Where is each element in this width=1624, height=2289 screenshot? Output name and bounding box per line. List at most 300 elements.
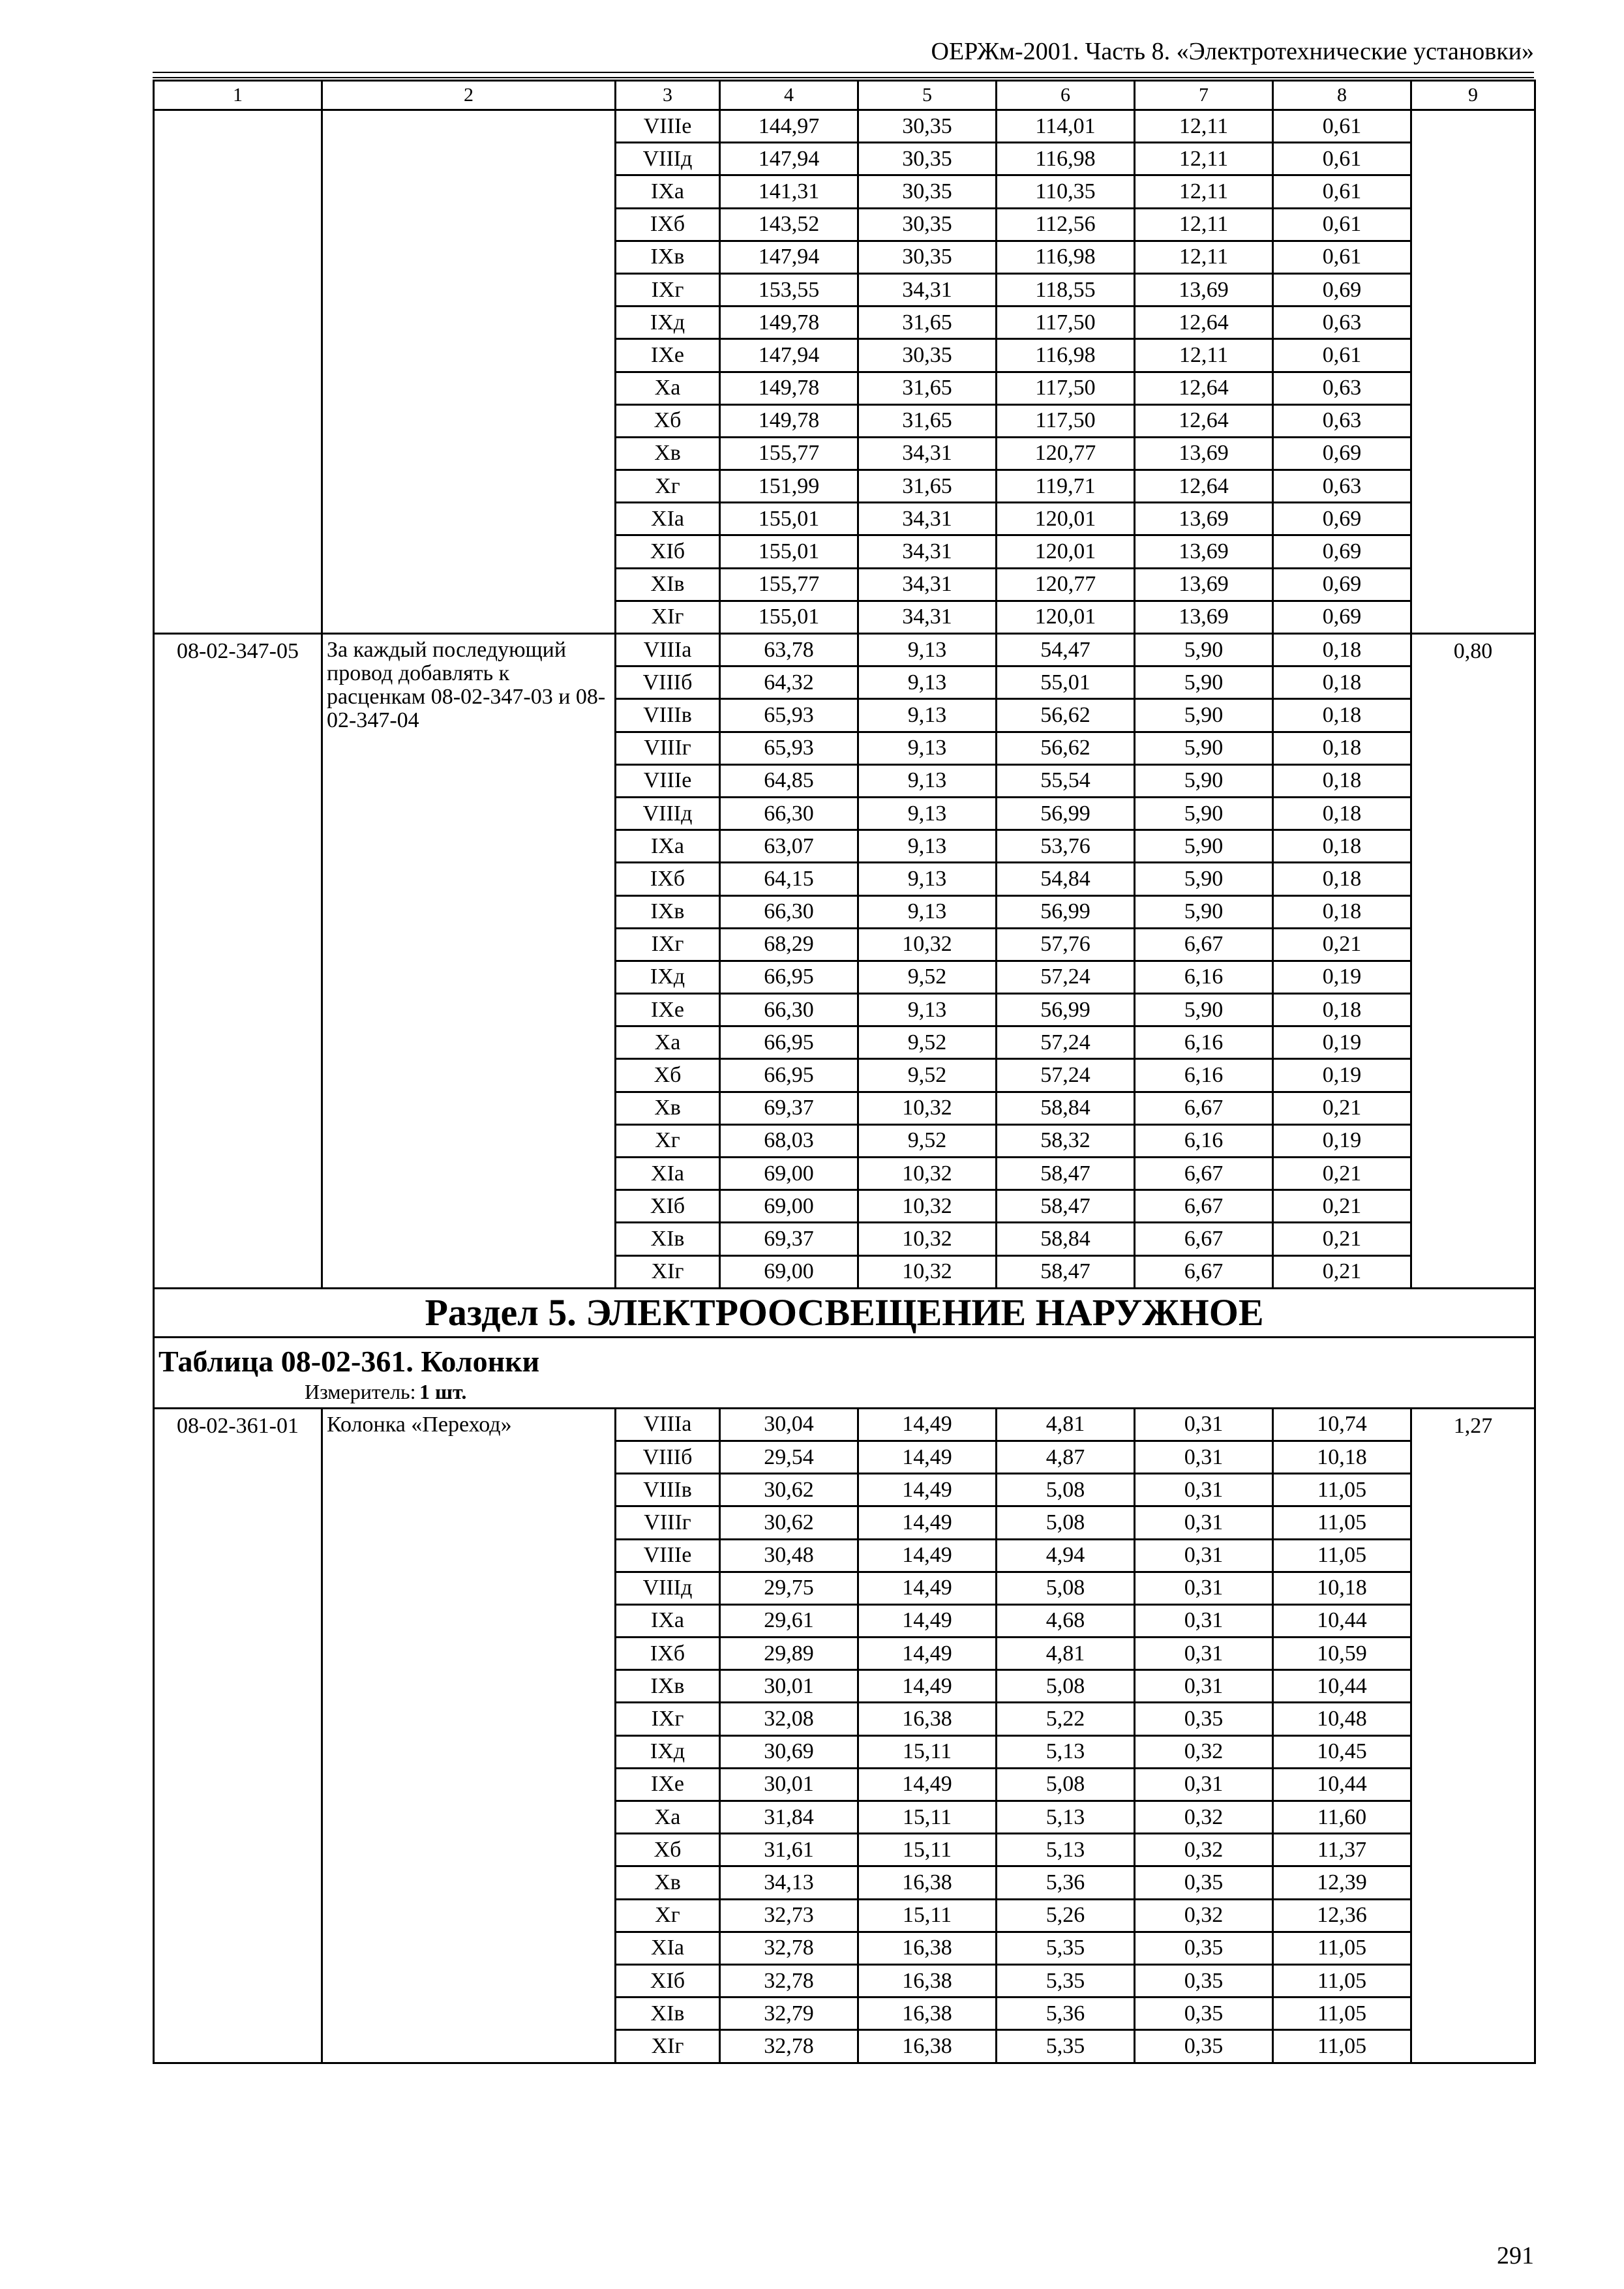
machinist-wages: 5,90 xyxy=(1135,994,1273,1026)
climate-zone: XIв xyxy=(616,568,720,601)
materials-cost: 0,69 xyxy=(1273,535,1411,568)
total-cost: 69,00 xyxy=(720,1158,858,1190)
wages: 16,38 xyxy=(858,1997,997,2030)
machine-cost: 57,24 xyxy=(997,1059,1135,1092)
total-cost: 64,85 xyxy=(720,764,858,797)
machine-cost: 5,36 xyxy=(997,1997,1135,2030)
wages: 14,49 xyxy=(858,1506,997,1539)
total-cost: 29,75 xyxy=(720,1572,858,1604)
machinist-wages: 5,90 xyxy=(1135,895,1273,928)
wages: 16,38 xyxy=(858,1932,997,1964)
machinist-wages: 0,31 xyxy=(1135,1604,1273,1637)
climate-zone: IXг xyxy=(616,928,720,961)
wages: 30,35 xyxy=(858,110,997,143)
machine-cost: 114,01 xyxy=(997,110,1135,143)
machine-cost: 56,99 xyxy=(997,797,1135,830)
climate-zone: VIIIб xyxy=(616,666,720,699)
total-cost: 66,30 xyxy=(720,797,858,830)
wages: 30,35 xyxy=(858,208,997,241)
wages: 9,13 xyxy=(858,863,997,895)
machinist-wages: 12,11 xyxy=(1135,175,1273,208)
materials-cost: 11,37 xyxy=(1273,1834,1411,1866)
materials-cost: 10,18 xyxy=(1273,1572,1411,1604)
materials-cost: 10,74 xyxy=(1273,1408,1411,1441)
materials-cost: 0,63 xyxy=(1273,372,1411,404)
total-cost: 30,01 xyxy=(720,1670,858,1703)
machine-cost: 5,08 xyxy=(997,1670,1135,1703)
climate-zone: XIа xyxy=(616,1932,720,1964)
machinist-wages: 6,67 xyxy=(1135,1158,1273,1190)
climate-zone: VIIIв xyxy=(616,699,720,732)
total-cost: 144,97 xyxy=(720,110,858,143)
machinist-wages: 12,11 xyxy=(1135,339,1273,372)
machinist-wages: 5,90 xyxy=(1135,830,1273,863)
climate-zone: XIг xyxy=(616,2030,720,2063)
wages: 9,13 xyxy=(858,994,997,1026)
total-cost: 141,31 xyxy=(720,175,858,208)
total-cost: 149,78 xyxy=(720,372,858,404)
climate-zone: XIб xyxy=(616,1190,720,1223)
total-cost: 155,01 xyxy=(720,535,858,568)
climate-zone: Xв xyxy=(616,1866,720,1899)
materials-cost: 10,44 xyxy=(1273,1670,1411,1703)
machinist-wages: 0,31 xyxy=(1135,1539,1273,1572)
machinist-wages: 12,11 xyxy=(1135,241,1273,273)
machine-cost: 58,32 xyxy=(997,1124,1135,1157)
total-cost: 69,00 xyxy=(720,1190,858,1223)
machine-cost: 4,68 xyxy=(997,1604,1135,1637)
materials-cost: 0,61 xyxy=(1273,241,1411,273)
rate-code xyxy=(154,110,322,634)
machine-cost: 116,98 xyxy=(997,339,1135,372)
materials-cost: 10,45 xyxy=(1273,1735,1411,1768)
climate-zone: VIIIг xyxy=(616,1506,720,1539)
climate-zone: IXб xyxy=(616,1638,720,1670)
wages: 15,11 xyxy=(858,1899,997,1932)
machine-cost: 5,35 xyxy=(997,1932,1135,1964)
climate-zone: XIг xyxy=(616,601,720,633)
materials-cost: 11,05 xyxy=(1273,1932,1411,1964)
machine-cost: 58,47 xyxy=(997,1255,1135,1288)
wages: 10,32 xyxy=(858,1092,997,1124)
total-cost: 66,95 xyxy=(720,1059,858,1092)
climate-zone: IXа xyxy=(616,1604,720,1637)
total-cost: 69,37 xyxy=(720,1223,858,1255)
climate-zone: IXд xyxy=(616,961,720,993)
machinist-wages: 0,35 xyxy=(1135,1932,1273,1964)
machinist-wages: 0,35 xyxy=(1135,1703,1273,1735)
wages: 9,13 xyxy=(858,830,997,863)
total-cost: 31,61 xyxy=(720,1834,858,1866)
header-rule-bottom xyxy=(153,77,1534,78)
machine-cost: 117,50 xyxy=(997,404,1135,437)
machine-cost: 58,47 xyxy=(997,1190,1135,1223)
total-cost: 69,00 xyxy=(720,1255,858,1288)
total-cost: 68,03 xyxy=(720,1124,858,1157)
climate-zone: IXд xyxy=(616,307,720,339)
climate-zone: Xг xyxy=(616,470,720,503)
materials-cost: 10,18 xyxy=(1273,1441,1411,1473)
materials-cost: 0,18 xyxy=(1273,830,1411,863)
column-number: 9 xyxy=(1411,81,1535,110)
climate-zone: Xа xyxy=(616,372,720,404)
total-cost: 30,62 xyxy=(720,1506,858,1539)
work-name xyxy=(322,110,616,634)
materials-cost: 0,63 xyxy=(1273,307,1411,339)
total-cost: 68,29 xyxy=(720,928,858,961)
machine-cost: 4,81 xyxy=(997,1638,1135,1670)
machinist-wages: 12,64 xyxy=(1135,470,1273,503)
rate-code: 08-02-361-01 xyxy=(154,1408,322,2063)
labor-coefficient: 0,80 xyxy=(1411,634,1535,1289)
machinist-wages: 13,69 xyxy=(1135,568,1273,601)
machinist-wages: 0,35 xyxy=(1135,1866,1273,1899)
total-cost: 29,54 xyxy=(720,1441,858,1473)
materials-cost: 11,05 xyxy=(1273,1997,1411,2030)
measure-row xyxy=(154,1380,1535,1409)
wages: 30,35 xyxy=(858,339,997,372)
wages: 10,32 xyxy=(858,1223,997,1255)
measure-cell xyxy=(154,1380,1535,1409)
machine-cost: 55,54 xyxy=(997,764,1135,797)
machine-cost: 5,13 xyxy=(997,1735,1135,1768)
machine-cost: 110,35 xyxy=(997,175,1135,208)
climate-zone: Xа xyxy=(616,1026,720,1059)
climate-zone: XIг xyxy=(616,1255,720,1288)
materials-cost: 11,05 xyxy=(1273,1539,1411,1572)
machine-cost: 5,08 xyxy=(997,1474,1135,1506)
machine-cost: 5,13 xyxy=(997,1801,1135,1834)
climate-zone: IXе xyxy=(616,994,720,1026)
materials-cost: 0,61 xyxy=(1273,339,1411,372)
climate-zone: Xг xyxy=(616,1899,720,1932)
machine-cost: 120,77 xyxy=(997,437,1135,470)
machine-cost: 116,98 xyxy=(997,241,1135,273)
machinist-wages: 6,16 xyxy=(1135,1059,1273,1092)
wages: 15,11 xyxy=(858,1735,997,1768)
machine-cost: 56,99 xyxy=(997,994,1135,1026)
machinist-wages: 5,90 xyxy=(1135,797,1273,830)
rate-code: 08-02-347-05 xyxy=(154,634,322,1289)
total-cost: 30,04 xyxy=(720,1408,858,1441)
page-number: 291 xyxy=(1497,2242,1534,2269)
materials-cost: 0,63 xyxy=(1273,470,1411,503)
table-title-row xyxy=(154,1337,1535,1380)
total-cost: 30,62 xyxy=(720,1474,858,1506)
column-number-row xyxy=(154,81,1535,110)
climate-zone: XIа xyxy=(616,1158,720,1190)
machinist-wages: 0,31 xyxy=(1135,1408,1273,1441)
materials-cost: 0,21 xyxy=(1273,1223,1411,1255)
table-title: Таблица 08-02-361. Колонки xyxy=(154,1337,1535,1380)
wages: 10,32 xyxy=(858,1255,997,1288)
machinist-wages: 13,69 xyxy=(1135,503,1273,535)
machinist-wages: 0,35 xyxy=(1135,1997,1273,2030)
climate-zone: IXв xyxy=(616,1670,720,1703)
wages: 14,49 xyxy=(858,1539,997,1572)
climate-zone: IXа xyxy=(616,830,720,863)
climate-zone: IXд xyxy=(616,1735,720,1768)
machine-cost: 4,87 xyxy=(997,1441,1135,1473)
machine-cost: 56,62 xyxy=(997,732,1135,764)
machinist-wages: 13,69 xyxy=(1135,437,1273,470)
materials-cost: 0,69 xyxy=(1273,503,1411,535)
wages: 9,13 xyxy=(858,797,997,830)
materials-cost: 0,18 xyxy=(1273,994,1411,1026)
machine-cost: 5,08 xyxy=(997,1572,1135,1604)
machinist-wages: 6,67 xyxy=(1135,928,1273,961)
materials-cost: 0,18 xyxy=(1273,797,1411,830)
materials-cost: 0,69 xyxy=(1273,568,1411,601)
machinist-wages: 6,67 xyxy=(1135,1255,1273,1288)
wages: 31,65 xyxy=(858,404,997,437)
total-cost: 66,30 xyxy=(720,895,858,928)
materials-cost: 0,18 xyxy=(1273,863,1411,895)
machine-cost: 57,76 xyxy=(997,928,1135,961)
machine-cost: 54,84 xyxy=(997,863,1135,895)
materials-cost: 12,36 xyxy=(1273,1899,1411,1932)
machinist-wages: 5,90 xyxy=(1135,863,1273,895)
section-title: Раздел 5. ЭЛЕКТРООСВЕЩЕНИЕ НАРУЖНОЕ xyxy=(154,1288,1535,1337)
materials-cost: 0,61 xyxy=(1273,175,1411,208)
total-cost: 32,73 xyxy=(720,1899,858,1932)
total-cost: 149,78 xyxy=(720,307,858,339)
materials-cost: 0,69 xyxy=(1273,601,1411,633)
wages: 9,52 xyxy=(858,1124,997,1157)
climate-zone: IXе xyxy=(616,1768,720,1801)
total-cost: 63,78 xyxy=(720,634,858,666)
climate-zone: IXг xyxy=(616,273,720,306)
materials-cost: 0,21 xyxy=(1273,1158,1411,1190)
machinist-wages: 0,31 xyxy=(1135,1441,1273,1473)
climate-zone: VIIIе xyxy=(616,1539,720,1572)
header-rule-top xyxy=(153,72,1534,73)
machine-cost: 5,35 xyxy=(997,1964,1135,1997)
total-cost: 29,61 xyxy=(720,1604,858,1637)
total-cost: 31,84 xyxy=(720,1801,858,1834)
machinist-wages: 6,67 xyxy=(1135,1190,1273,1223)
wages: 34,31 xyxy=(858,535,997,568)
materials-cost: 10,44 xyxy=(1273,1604,1411,1637)
materials-cost: 0,69 xyxy=(1273,437,1411,470)
materials-cost: 0,18 xyxy=(1273,732,1411,764)
machinist-wages: 0,31 xyxy=(1135,1768,1273,1801)
climate-zone: IXб xyxy=(616,208,720,241)
wages: 15,11 xyxy=(858,1834,997,1866)
machinist-wages: 12,64 xyxy=(1135,307,1273,339)
total-cost: 32,79 xyxy=(720,1997,858,2030)
machine-cost: 119,71 xyxy=(997,470,1135,503)
materials-cost: 11,05 xyxy=(1273,1506,1411,1539)
wages: 9,13 xyxy=(858,634,997,666)
materials-cost: 11,60 xyxy=(1273,1801,1411,1834)
column-number: 4 xyxy=(720,81,858,110)
machine-cost: 58,47 xyxy=(997,1158,1135,1190)
machine-cost: 58,84 xyxy=(997,1092,1135,1124)
machine-cost: 56,62 xyxy=(997,699,1135,732)
machine-cost: 58,84 xyxy=(997,1223,1135,1255)
machine-cost: 5,36 xyxy=(997,1866,1135,1899)
wages: 16,38 xyxy=(858,1703,997,1735)
total-cost: 65,93 xyxy=(720,699,858,732)
wages: 9,13 xyxy=(858,666,997,699)
climate-zone: Xв xyxy=(616,1092,720,1124)
materials-cost: 0,18 xyxy=(1273,666,1411,699)
labor-coefficient xyxy=(1411,110,1535,634)
wages: 31,65 xyxy=(858,470,997,503)
column-number: 6 xyxy=(997,81,1135,110)
machinist-wages: 12,11 xyxy=(1135,143,1273,175)
climate-zone: Xб xyxy=(616,1834,720,1866)
climate-zone: IXа xyxy=(616,175,720,208)
climate-zone: Xб xyxy=(616,404,720,437)
machine-cost: 5,08 xyxy=(997,1506,1135,1539)
total-cost: 155,01 xyxy=(720,503,858,535)
wages: 16,38 xyxy=(858,1866,997,1899)
machinist-wages: 13,69 xyxy=(1135,273,1273,306)
wages: 34,31 xyxy=(858,437,997,470)
materials-cost: 0,18 xyxy=(1273,699,1411,732)
total-cost: 34,13 xyxy=(720,1866,858,1899)
machinist-wages: 6,67 xyxy=(1135,1223,1273,1255)
machine-cost: 5,13 xyxy=(997,1834,1135,1866)
section-row xyxy=(154,1288,1535,1337)
column-number: 1 xyxy=(154,81,322,110)
climate-zone: VIIIб xyxy=(616,1441,720,1473)
machinist-wages: 5,90 xyxy=(1135,634,1273,666)
column-number: 5 xyxy=(858,81,997,110)
machinist-wages: 0,32 xyxy=(1135,1735,1273,1768)
machine-cost: 120,01 xyxy=(997,601,1135,633)
measure-value: 1 шт. xyxy=(419,1379,467,1403)
machine-cost: 112,56 xyxy=(997,208,1135,241)
machinist-wages: 6,67 xyxy=(1135,1092,1273,1124)
machinist-wages: 0,31 xyxy=(1135,1638,1273,1670)
materials-cost: 0,21 xyxy=(1273,928,1411,961)
machinist-wages: 6,16 xyxy=(1135,961,1273,993)
wages: 34,31 xyxy=(858,568,997,601)
climate-zone: VIIIд xyxy=(616,797,720,830)
total-cost: 64,32 xyxy=(720,666,858,699)
machinist-wages: 6,16 xyxy=(1135,1124,1273,1157)
materials-cost: 0,21 xyxy=(1273,1092,1411,1124)
climate-zone: VIIIв xyxy=(616,1474,720,1506)
total-cost: 69,37 xyxy=(720,1092,858,1124)
machinist-wages: 0,32 xyxy=(1135,1801,1273,1834)
climate-zone: Xв xyxy=(616,437,720,470)
materials-cost: 0,69 xyxy=(1273,273,1411,306)
total-cost: 30,69 xyxy=(720,1735,858,1768)
climate-zone: VIIIг xyxy=(616,732,720,764)
machine-cost: 5,08 xyxy=(997,1768,1135,1801)
rates-table xyxy=(153,80,1536,2064)
climate-zone: VIIIа xyxy=(616,634,720,666)
work-name: За каждый последующий провод добавлять к расценкам 08-02-347-03 и 08-02-347-04 xyxy=(322,634,616,1289)
climate-zone: XIа xyxy=(616,503,720,535)
materials-cost: 0,63 xyxy=(1273,404,1411,437)
total-cost: 147,94 xyxy=(720,339,858,372)
running-header: ОЕРЖм-2001. Часть 8. «Электротехнические установки» xyxy=(931,38,1534,65)
total-cost: 151,99 xyxy=(720,470,858,503)
total-cost: 155,77 xyxy=(720,568,858,601)
machine-cost: 53,76 xyxy=(997,830,1135,863)
materials-cost: 10,44 xyxy=(1273,1768,1411,1801)
wages: 15,11 xyxy=(858,1801,997,1834)
machine-cost: 57,24 xyxy=(997,1026,1135,1059)
wages: 14,49 xyxy=(858,1604,997,1637)
wages: 14,49 xyxy=(858,1572,997,1604)
wages: 34,31 xyxy=(858,273,997,306)
materials-cost: 0,19 xyxy=(1273,961,1411,993)
materials-cost: 0,18 xyxy=(1273,764,1411,797)
wages: 31,65 xyxy=(858,372,997,404)
machinist-wages: 0,31 xyxy=(1135,1474,1273,1506)
wages: 14,49 xyxy=(858,1408,997,1441)
wages: 16,38 xyxy=(858,2030,997,2063)
machinist-wages: 5,90 xyxy=(1135,732,1273,764)
materials-cost: 12,39 xyxy=(1273,1866,1411,1899)
total-cost: 143,52 xyxy=(720,208,858,241)
materials-cost: 0,18 xyxy=(1273,895,1411,928)
materials-cost: 0,19 xyxy=(1273,1124,1411,1157)
machinist-wages: 0,31 xyxy=(1135,1670,1273,1703)
wages: 9,13 xyxy=(858,764,997,797)
total-cost: 65,93 xyxy=(720,732,858,764)
machine-cost: 4,81 xyxy=(997,1408,1135,1441)
materials-cost: 0,21 xyxy=(1273,1255,1411,1288)
wages: 14,49 xyxy=(858,1441,997,1473)
machinist-wages: 0,32 xyxy=(1135,1899,1273,1932)
machine-cost: 56,99 xyxy=(997,895,1135,928)
total-cost: 147,94 xyxy=(720,143,858,175)
machinist-wages: 12,64 xyxy=(1135,372,1273,404)
wages: 9,13 xyxy=(858,895,997,928)
climate-zone: IXе xyxy=(616,339,720,372)
machinist-wages: 0,35 xyxy=(1135,1964,1273,1997)
total-cost: 147,94 xyxy=(720,241,858,273)
total-cost: 66,30 xyxy=(720,994,858,1026)
machine-cost: 5,26 xyxy=(997,1899,1135,1932)
materials-cost: 11,05 xyxy=(1273,1964,1411,1997)
wages: 30,35 xyxy=(858,241,997,273)
climate-zone: XIв xyxy=(616,1223,720,1255)
total-cost: 30,01 xyxy=(720,1768,858,1801)
wages: 30,35 xyxy=(858,143,997,175)
machine-cost: 4,94 xyxy=(997,1539,1135,1572)
wages: 9,52 xyxy=(858,961,997,993)
wages: 9,13 xyxy=(858,699,997,732)
climate-zone: VIIIд xyxy=(616,1572,720,1604)
wages: 34,31 xyxy=(858,601,997,633)
machinist-wages: 0,31 xyxy=(1135,1572,1273,1604)
materials-cost: 0,61 xyxy=(1273,110,1411,143)
machine-cost: 5,35 xyxy=(997,2030,1135,2063)
machinist-wages: 12,11 xyxy=(1135,110,1273,143)
climate-zone: VIIIд xyxy=(616,143,720,175)
labor-coefficient: 1,27 xyxy=(1411,1408,1535,2063)
total-cost: 30,48 xyxy=(720,1539,858,1572)
climate-zone: IXб xyxy=(616,863,720,895)
total-cost: 64,15 xyxy=(720,863,858,895)
climate-zone: Xг xyxy=(616,1124,720,1157)
machinist-wages: 5,90 xyxy=(1135,699,1273,732)
total-cost: 153,55 xyxy=(720,273,858,306)
machinist-wages: 5,90 xyxy=(1135,666,1273,699)
total-cost: 32,78 xyxy=(720,1932,858,1964)
wages: 14,49 xyxy=(858,1768,997,1801)
climate-zone: XIб xyxy=(616,1964,720,1997)
work-name: Колонка «Переход» xyxy=(322,1408,616,2063)
